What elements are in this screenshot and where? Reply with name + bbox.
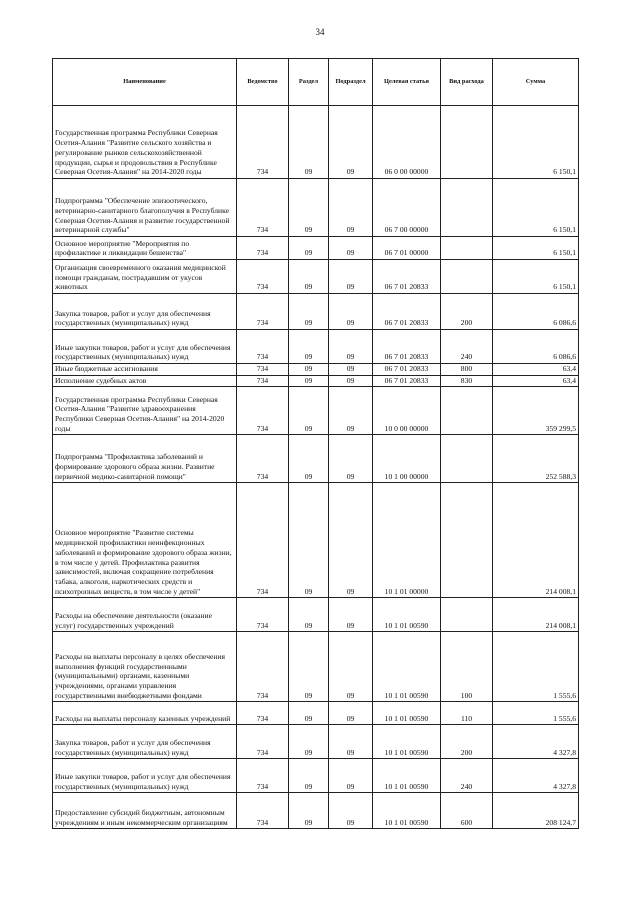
cell-section: 09 [289, 793, 329, 829]
cell-target-article: 06 7 01 20833 [373, 375, 441, 387]
cell-name: Подпрограмма "Профилактика заболеваний и формирование здорового образа жизни. Развитие первичной медико-санитарной помощи" [53, 435, 237, 483]
header-department: Ведомство [237, 59, 289, 106]
cell-sum: 1 555,6 [493, 632, 579, 702]
cell-target-article: 06 0 00 00000 [373, 106, 441, 179]
cell-name: Расходы на выплаты персоналу казенных учреждений [53, 702, 237, 725]
cell-subsection: 09 [329, 179, 373, 237]
cell-sum: 6 150,1 [493, 237, 579, 260]
cell-department: 734 [237, 375, 289, 387]
cell-name: Исполнение судебных актов [53, 375, 237, 387]
cell-name: Иные закупки товаров, работ и услуг для обеспечения государственных (муниципальных) нужд [53, 759, 237, 793]
cell-section: 09 [289, 364, 329, 376]
cell-subsection: 09 [329, 793, 373, 829]
cell-sum: 6 086,6 [493, 330, 579, 364]
cell-sum: 6 150,1 [493, 106, 579, 179]
cell-section: 09 [289, 598, 329, 632]
cell-target-article: 10 1 01 00590 [373, 793, 441, 829]
cell-section: 09 [289, 179, 329, 237]
cell-target-article: 06 7 01 20833 [373, 330, 441, 364]
cell-expense-type: 100 [441, 632, 493, 702]
cell-expense-type: 200 [441, 294, 493, 330]
cell-subsection: 09 [329, 435, 373, 483]
cell-expense-type [441, 179, 493, 237]
header-name: Наименование [53, 59, 237, 106]
cell-expense-type: 830 [441, 375, 493, 387]
cell-section: 09 [289, 435, 329, 483]
cell-section: 09 [289, 387, 329, 435]
cell-sum: 252 588,3 [493, 435, 579, 483]
cell-expense-type [441, 435, 493, 483]
cell-target-article: 10 1 01 00590 [373, 702, 441, 725]
cell-name: Иные закупки товаров, работ и услуг для обеспечения государственных (муниципальных) нужд [53, 330, 237, 364]
cell-sum: 6 150,1 [493, 179, 579, 237]
cell-sum: 63,4 [493, 364, 579, 376]
cell-target-article: 10 0 00 00000 [373, 387, 441, 435]
cell-expense-type: 240 [441, 759, 493, 793]
table-row [53, 793, 579, 829]
table-row [53, 330, 579, 364]
cell-department: 734 [237, 364, 289, 376]
cell-department: 734 [237, 330, 289, 364]
table-row [53, 483, 579, 598]
page-number: 34 [315, 27, 325, 37]
budget-table [52, 58, 579, 829]
header-sum: Сумма [493, 59, 579, 106]
cell-sum: 4 327,8 [493, 725, 579, 759]
table-row [53, 759, 579, 793]
cell-section: 09 [289, 237, 329, 260]
cell-subsection: 09 [329, 483, 373, 598]
cell-expense-type: 600 [441, 793, 493, 829]
cell-expense-type [441, 237, 493, 260]
cell-section: 09 [289, 294, 329, 330]
cell-section: 09 [289, 725, 329, 759]
table-row [53, 725, 579, 759]
cell-department: 734 [237, 725, 289, 759]
cell-subsection: 09 [329, 598, 373, 632]
cell-subsection: 09 [329, 759, 373, 793]
cell-department: 734 [237, 237, 289, 260]
cell-target-article: 06 7 01 20833 [373, 294, 441, 330]
cell-subsection: 09 [329, 387, 373, 435]
cell-subsection: 09 [329, 294, 373, 330]
header-subsection: Подраздел [329, 59, 373, 106]
cell-name: Основное мероприятие "Мероприятия по профилактике и ликвидации бешенства" [53, 237, 237, 260]
cell-name: Организация своевременного оказания медицинской помощи гражданам, пострадавшим от укусов животных [53, 260, 237, 294]
cell-department: 734 [237, 260, 289, 294]
cell-subsection: 09 [329, 260, 373, 294]
cell-target-article: 10 1 01 00590 [373, 759, 441, 793]
cell-department: 734 [237, 598, 289, 632]
cell-expense-type [441, 483, 493, 598]
cell-section: 09 [289, 483, 329, 598]
table-row [53, 294, 579, 330]
table-row [53, 598, 579, 632]
table-row [53, 435, 579, 483]
cell-section: 09 [289, 702, 329, 725]
cell-department: 734 [237, 106, 289, 179]
cell-name: Основное мероприятие "Развитие системы медицинской профилактики неинфекционных заболеваний и формирование здорового образа жизни, в том числе у детей. Профилактика развития зависимостей, включая сокращение потребления табака, алкоголя, наркотических средств и психотропных веществ, в том числе у детей" [53, 483, 237, 598]
cell-name: Расходы на выплаты персоналу в целях обеспечения выполнения функций государственными (муниципальными) органами, казенными учреждениями, органами управления государственными внебюджетными фондами [53, 632, 237, 702]
cell-sum: 359 299,5 [493, 387, 579, 435]
cell-section: 09 [289, 106, 329, 179]
header-target-article: Целевая статья [373, 59, 441, 106]
cell-target-article: 06 7 01 20833 [373, 364, 441, 376]
table-row [53, 387, 579, 435]
cell-department: 734 [237, 435, 289, 483]
cell-sum: 6 150,1 [493, 260, 579, 294]
cell-target-article: 10 1 01 00000 [373, 483, 441, 598]
cell-section: 09 [289, 632, 329, 702]
cell-name: Подпрограмма "Обеспечение эпизоотического, ветеринарно-санитарного благополучия в Республике Северная Осетия-Алания и развитие государственной ветеринарной службы" [53, 179, 237, 237]
cell-subsection: 09 [329, 725, 373, 759]
cell-subsection: 09 [329, 702, 373, 725]
cell-name: Расходы на обеспечение деятельности (оказание услуг) государственных учреждений [53, 598, 237, 632]
cell-sum: 4 327,8 [493, 759, 579, 793]
cell-subsection: 09 [329, 106, 373, 179]
cell-expense-type: 200 [441, 725, 493, 759]
cell-department: 734 [237, 759, 289, 793]
cell-name: Предоставление субсидий бюджетным, автономным учреждениям и иным некоммерческим организациям [53, 793, 237, 829]
cell-expense-type [441, 106, 493, 179]
cell-subsection: 09 [329, 364, 373, 376]
table-row [53, 237, 579, 260]
cell-subsection: 09 [329, 237, 373, 260]
table-row [53, 179, 579, 237]
cell-target-article: 10 1 00 00000 [373, 435, 441, 483]
cell-sum: 214 008,1 [493, 598, 579, 632]
cell-expense-type: 800 [441, 364, 493, 376]
table-header-row [53, 59, 579, 106]
table-row [53, 702, 579, 725]
cell-section: 09 [289, 330, 329, 364]
cell-sum: 6 086,6 [493, 294, 579, 330]
header-expense-type: Вид расхода [441, 59, 493, 106]
table-row [53, 260, 579, 294]
cell-sum: 1 555,6 [493, 702, 579, 725]
cell-expense-type [441, 387, 493, 435]
table-row [53, 632, 579, 702]
cell-target-article: 10 1 01 00590 [373, 632, 441, 702]
cell-subsection: 09 [329, 375, 373, 387]
table-row [53, 106, 579, 179]
cell-subsection: 09 [329, 330, 373, 364]
cell-expense-type: 240 [441, 330, 493, 364]
cell-target-article: 10 1 01 00590 [373, 598, 441, 632]
table-row [53, 375, 579, 387]
cell-department: 734 [237, 702, 289, 725]
cell-department: 734 [237, 179, 289, 237]
cell-sum: 214 008,1 [493, 483, 579, 598]
cell-expense-type [441, 598, 493, 632]
cell-name: Закупка товаров, работ и услуг для обеспечения государственных (муниципальных) нужд [53, 294, 237, 330]
cell-department: 734 [237, 483, 289, 598]
cell-target-article: 06 7 01 00000 [373, 237, 441, 260]
cell-department: 734 [237, 632, 289, 702]
header-section: Раздел [289, 59, 329, 106]
cell-expense-type [441, 260, 493, 294]
cell-department: 734 [237, 793, 289, 829]
cell-name: Иные бюджетные ассигнования [53, 364, 237, 376]
cell-section: 09 [289, 375, 329, 387]
cell-subsection: 09 [329, 632, 373, 702]
cell-section: 09 [289, 759, 329, 793]
cell-target-article: 06 7 01 20833 [373, 260, 441, 294]
cell-expense-type: 110 [441, 702, 493, 725]
cell-department: 734 [237, 387, 289, 435]
cell-name: Государственная программа Республики Северная Осетия-Алания "Развитие здравоохранения Республики Северная Осетия-Алания" на 2014-2020 годы [53, 387, 237, 435]
cell-sum: 208 124,7 [493, 793, 579, 829]
cell-target-article: 06 7 00 00000 [373, 179, 441, 237]
cell-section: 09 [289, 260, 329, 294]
cell-target-article: 10 1 01 00590 [373, 725, 441, 759]
cell-department: 734 [237, 294, 289, 330]
cell-name: Государственная программа Республики Северная Осетия-Алания "Развитие сельского хозяйства и регулирование рынков сельскохозяйственной продукции, сырья и продовольствия в Республике Северная Осетия-Алания" на 2014-2020 годы [53, 106, 237, 179]
cell-name: Закупка товаров, работ и услуг для обеспечения государственных (муниципальных) нужд [53, 725, 237, 759]
table-row [53, 364, 579, 376]
cell-sum: 63,4 [493, 375, 579, 387]
